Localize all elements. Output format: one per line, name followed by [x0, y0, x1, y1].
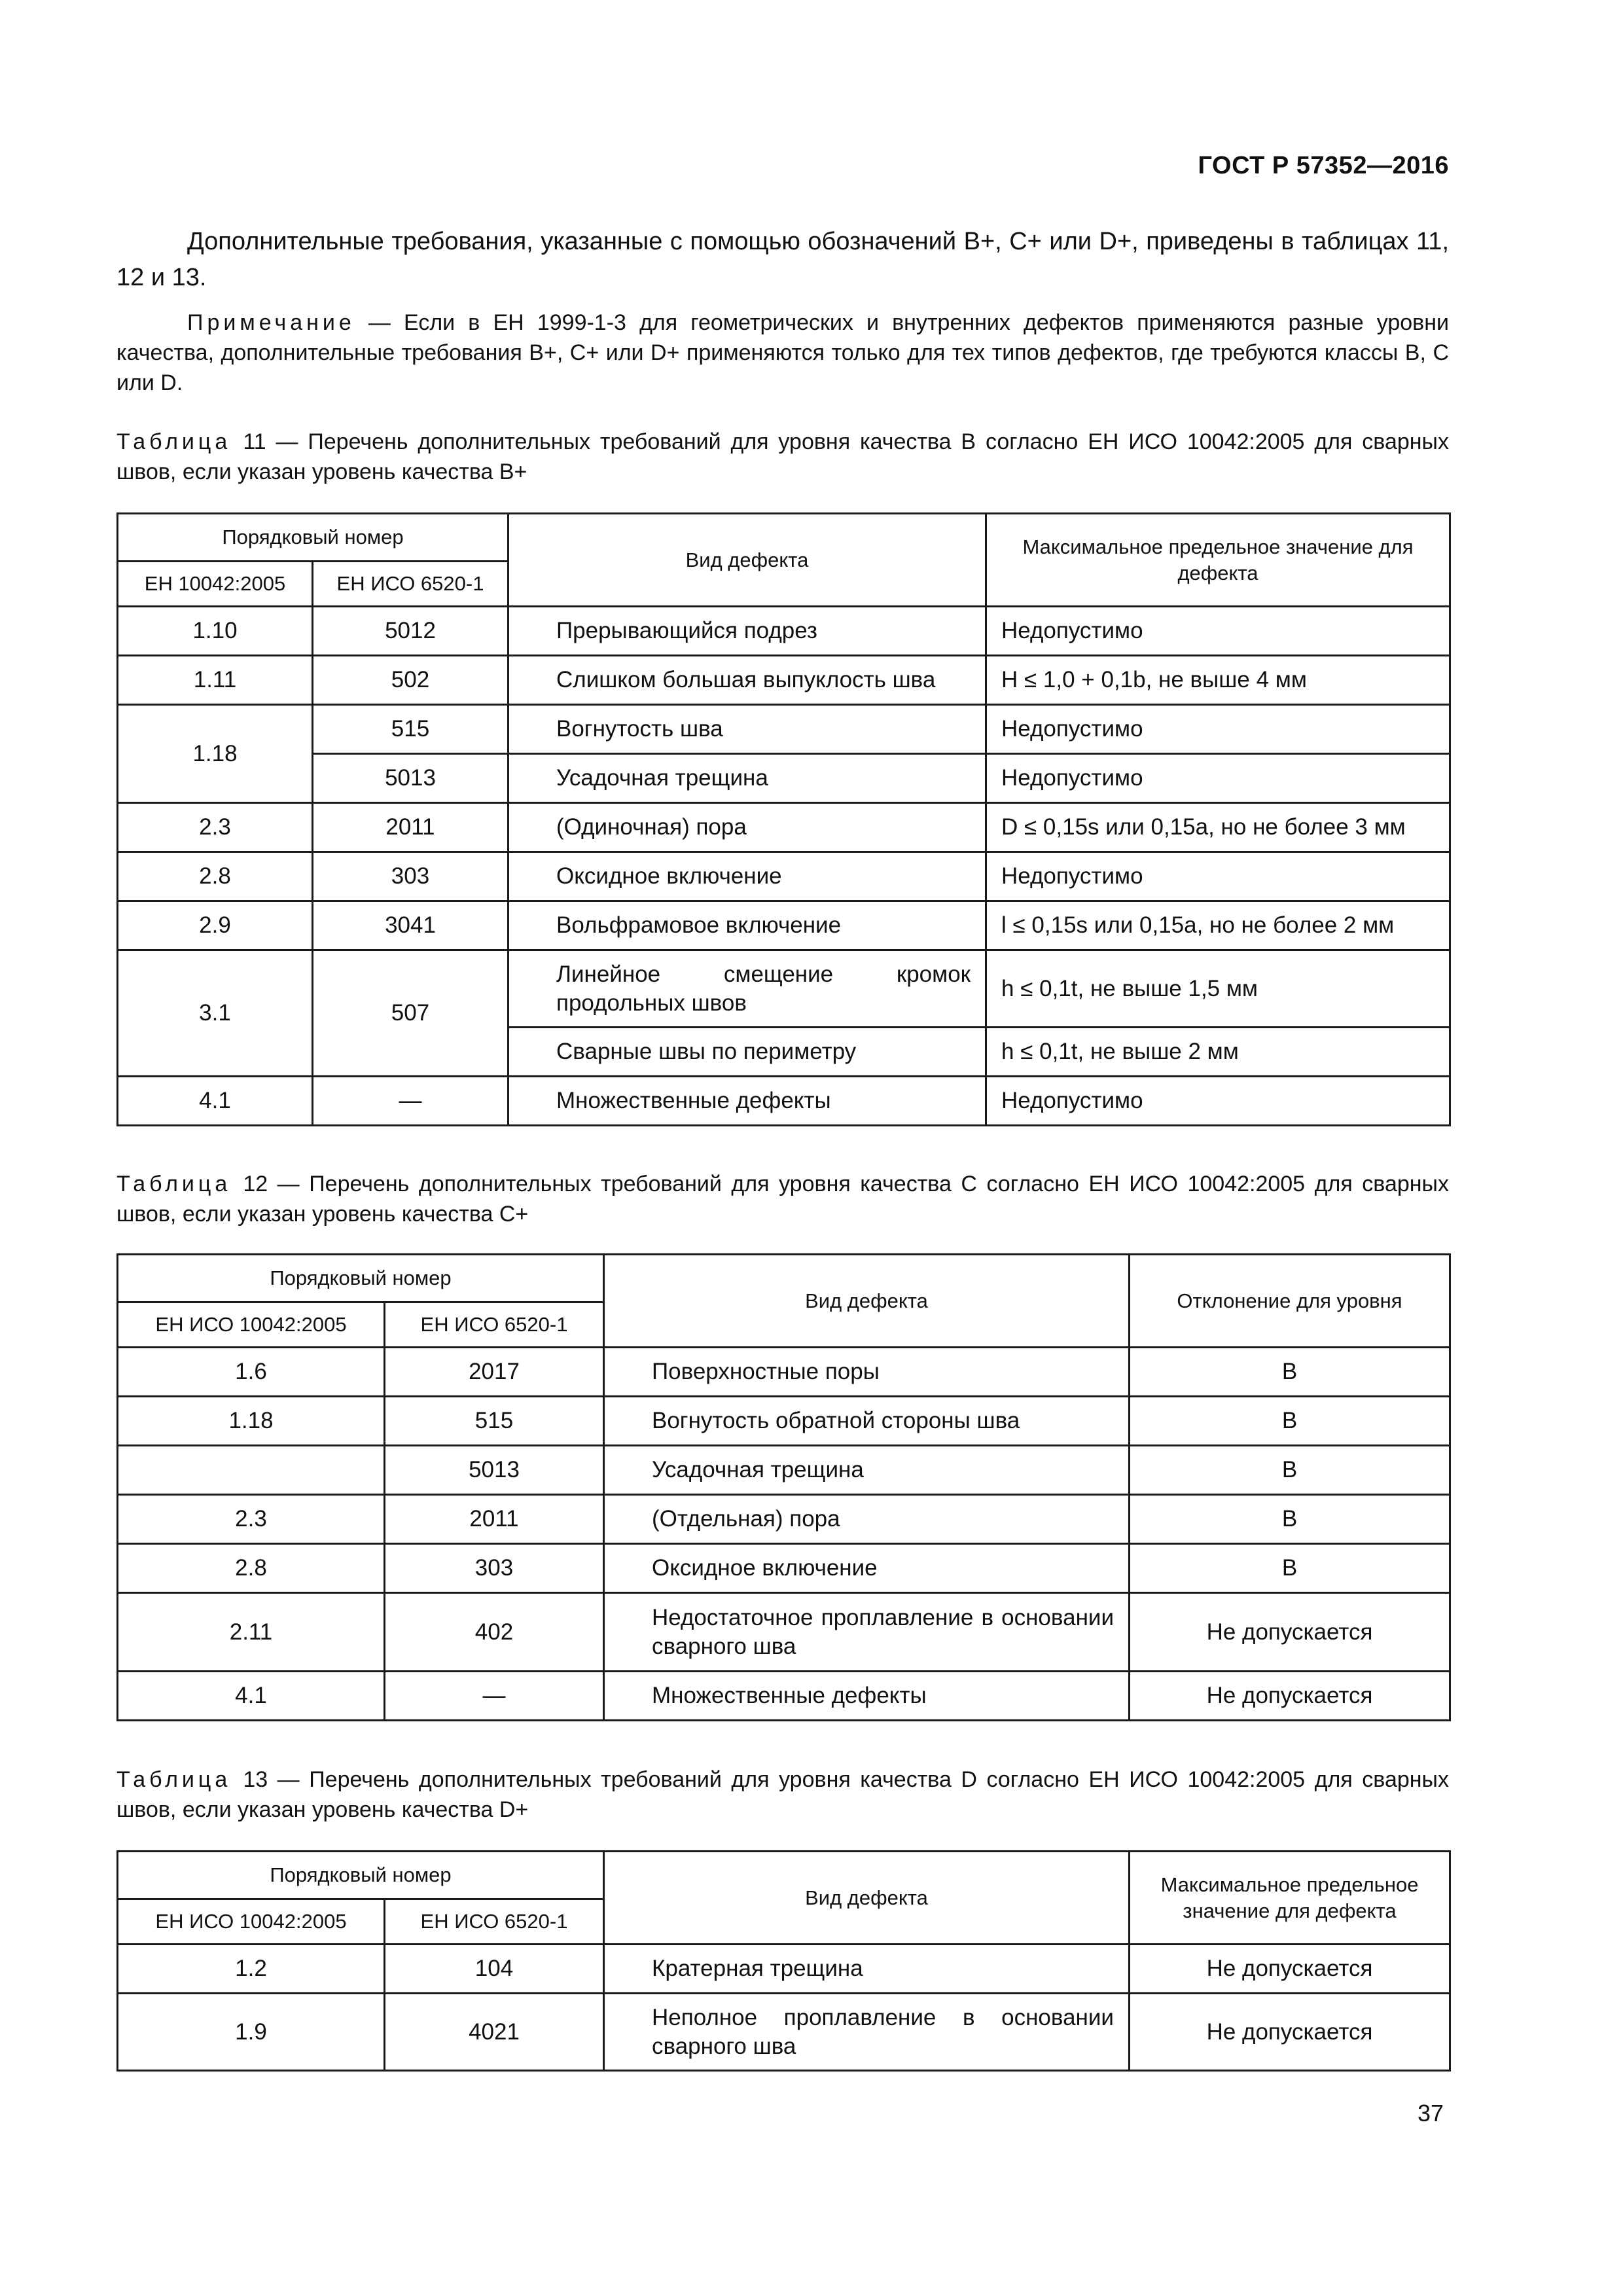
table13-label: Таблица — [116, 1767, 232, 1792]
cell-defect: Сварные швы по периметру — [508, 1028, 986, 1077]
cell-value: B — [1130, 1544, 1450, 1593]
cell-defect: Неполное проплавление в основании сварного шва — [604, 1994, 1130, 2071]
cell-num1: 2.8 — [118, 852, 313, 901]
cell-num2: 4021 — [385, 1994, 604, 2071]
cell-num1: 3.1 — [118, 950, 313, 1077]
cell-defect: Кратерная трещина — [604, 1945, 1130, 1994]
cell-defect: Прерывающийся подрез — [508, 607, 986, 656]
table12-caption — [116, 1169, 1449, 1229]
table-row — [118, 1495, 1450, 1544]
cell-value: Недопустимо — [986, 1077, 1450, 1126]
note-label: Примечание — [187, 310, 355, 335]
cell-num2: 2011 — [385, 1495, 604, 1544]
table-row — [118, 607, 1450, 656]
table12-header-defect: Вид дефекта — [604, 1255, 1130, 1348]
table12 — [116, 1253, 1451, 1721]
cell-num2: — — [385, 1672, 604, 1721]
cell-num2: 5013 — [385, 1446, 604, 1495]
cell-value: B — [1130, 1446, 1450, 1495]
cell-num1: 1.9 — [118, 1994, 385, 2071]
cell-num2: 3041 — [313, 901, 508, 950]
table12-label: Таблица — [116, 1172, 232, 1196]
cell-defect: Вогнутость обратной стороны шва — [604, 1397, 1130, 1446]
cell-value: Не допускается — [1130, 1593, 1450, 1672]
table12-caption-text: 12 — Перечень дополнительных требований для уровня качества C согласно ЕН ИСО 10042:2005 для сварных швов, если указан уровень качества C+ — [116, 1172, 1449, 1227]
cell-defect: Поверхностные поры — [604, 1348, 1130, 1397]
standard-code: ГОСТ Р 57352—2016 — [1198, 152, 1449, 179]
table-row — [118, 1994, 1450, 2071]
note-text: — Если в ЕН 1999-1-3 для геометрических и внутренних дефектов применяются разные уровни качества, дополнительные требования B+, C+ или D+ применяются только для тех типов дефектов, где требуются классы B, C или D. — [116, 310, 1449, 395]
cell-defect: Оксидное включение — [508, 852, 986, 901]
table-row — [118, 1077, 1450, 1126]
cell-value: Не допускается — [1130, 1672, 1450, 1721]
table-row — [118, 803, 1450, 852]
table-row — [118, 1397, 1450, 1446]
cell-value: B — [1130, 1397, 1450, 1446]
page-number: 37 — [1417, 2100, 1444, 2126]
cell-defect: Оксидное включение — [604, 1544, 1130, 1593]
table13-header-defect: Вид дефекта — [604, 1852, 1130, 1945]
cell-value: h ≤ 0,1t, не выше 1,5 мм — [986, 950, 1450, 1028]
cell-num2: 2011 — [313, 803, 508, 852]
cell-value: Не допускается — [1130, 1945, 1450, 1994]
cell-defect: Множественные дефекты — [604, 1672, 1130, 1721]
table-row — [118, 1593, 1450, 1672]
cell-value: B — [1130, 1348, 1450, 1397]
cell-defect: Усадочная трещина — [604, 1446, 1130, 1495]
cell-value: Недопустимо — [986, 705, 1450, 754]
cell-value: l ≤ 0,15s или 0,15a, но не более 2 мм — [986, 901, 1450, 950]
note-paragraph — [116, 308, 1449, 398]
cell-value: Недопустимо — [986, 852, 1450, 901]
intro-paragraph: Дополнительные требования, указанные с помощью обозначений B+, C+ или D+, приведены в таблицах 11, 12 и 13. — [116, 228, 1449, 291]
table-row — [118, 656, 1450, 705]
cell-defect: Недостаточное проплавление в основании сварного шва — [604, 1593, 1130, 1672]
table11-header-group: Порядковый номер — [118, 514, 508, 562]
table-row — [118, 1446, 1450, 1495]
cell-num1: 2.9 — [118, 901, 313, 950]
table11-header-value: Максимальное предельное значение для дефекта — [986, 514, 1450, 607]
table12-header-value: Отклонение для уровня — [1130, 1255, 1450, 1348]
cell-num1: 2.8 — [118, 1544, 385, 1593]
cell-num1: 1.2 — [118, 1945, 385, 1994]
table13-header-group: Порядковый номер — [118, 1852, 604, 1899]
table11-header-col2: ЕН ИСО 6520-1 — [313, 562, 508, 607]
cell-num1: 4.1 — [118, 1672, 385, 1721]
table11-label: Таблица — [116, 429, 232, 454]
cell-num1: 2.3 — [118, 803, 313, 852]
cell-defect: Линейное смещение кромок продольных швов — [508, 950, 986, 1028]
cell-num2: 5012 — [313, 607, 508, 656]
cell-num2: 5013 — [313, 754, 508, 803]
cell-defect: (Отдельная) пора — [604, 1495, 1130, 1544]
table12-header-group: Порядковый номер — [118, 1255, 604, 1302]
cell-num1: 1.18 — [118, 705, 313, 803]
cell-num2: 303 — [313, 852, 508, 901]
table11-caption-text: 11 — Перечень дополнительных требований для уровня качества B согласно ЕН ИСО 10042:2005 для сварных швов, если указан уровень качества B+ — [116, 429, 1449, 484]
table11-header-defect: Вид дефекта — [508, 514, 986, 607]
cell-defect: Вольфрамовое включение — [508, 901, 986, 950]
table11-header-col1: ЕН 10042:2005 — [118, 562, 313, 607]
table13-caption-text: 13 — Перечень дополнительных требований для уровня качества D согласно ЕН ИСО 10042:2005 для сварных швов, если указан уровень качества D+ — [116, 1767, 1449, 1822]
cell-num1: 2.11 — [118, 1593, 385, 1672]
cell-num1: 4.1 — [118, 1077, 313, 1126]
cell-num2: 515 — [385, 1397, 604, 1446]
table-row — [118, 901, 1450, 950]
table-row — [118, 754, 1450, 803]
cell-value: Недопустимо — [986, 754, 1450, 803]
cell-defect: Слишком большая выпуклость шва — [508, 656, 986, 705]
table13-header-col1: ЕН ИСО 10042:2005 — [118, 1899, 385, 1945]
cell-value: Недопустимо — [986, 607, 1450, 656]
table12-header-col2: ЕН ИСО 6520-1 — [385, 1302, 604, 1348]
cell-num2: 2017 — [385, 1348, 604, 1397]
cell-num1: 1.6 — [118, 1348, 385, 1397]
cell-num1 — [118, 1446, 385, 1495]
cell-num2: 507 — [313, 950, 508, 1077]
cell-defect: (Одиночная) пора — [508, 803, 986, 852]
table11-caption — [116, 427, 1449, 487]
cell-value: H ≤ 1,0 + 0,1b, не выше 4 мм — [986, 656, 1450, 705]
cell-num2: 515 — [313, 705, 508, 754]
table12-header-col1: ЕН ИСО 10042:2005 — [118, 1302, 385, 1348]
table-row — [118, 1348, 1450, 1397]
table-row — [118, 1945, 1450, 1994]
table13-header-value: Максимальное предельное значение для дефекта — [1130, 1852, 1450, 1945]
cell-num1: 1.18 — [118, 1397, 385, 1446]
cell-num2: 502 — [313, 656, 508, 705]
cell-defect: Вогнутость шва — [508, 705, 986, 754]
cell-value: B — [1130, 1495, 1450, 1544]
cell-num2: 402 — [385, 1593, 604, 1672]
cell-value: D ≤ 0,15s или 0,15a, но не более 3 мм — [986, 803, 1450, 852]
cell-num1: 2.3 — [118, 1495, 385, 1544]
cell-defect: Множественные дефекты — [508, 1077, 986, 1126]
table11 — [116, 512, 1451, 1126]
table-row — [118, 705, 1450, 754]
table-row — [118, 1544, 1450, 1593]
cell-num1: 1.11 — [118, 656, 313, 705]
table-row — [118, 1672, 1450, 1721]
table13-caption — [116, 1765, 1449, 1825]
cell-num2: — — [313, 1077, 508, 1126]
table13-header-col2: ЕН ИСО 6520-1 — [385, 1899, 604, 1945]
table-row — [118, 950, 1450, 1028]
cell-defect: Усадочная трещина — [508, 754, 986, 803]
table-row — [118, 852, 1450, 901]
cell-num2: 303 — [385, 1544, 604, 1593]
table13 — [116, 1850, 1451, 2072]
cell-value: h ≤ 0,1t, не выше 2 мм — [986, 1028, 1450, 1077]
cell-num2: 104 — [385, 1945, 604, 1994]
cell-num1: 1.10 — [118, 607, 313, 656]
cell-value: Не допускается — [1130, 1994, 1450, 2071]
